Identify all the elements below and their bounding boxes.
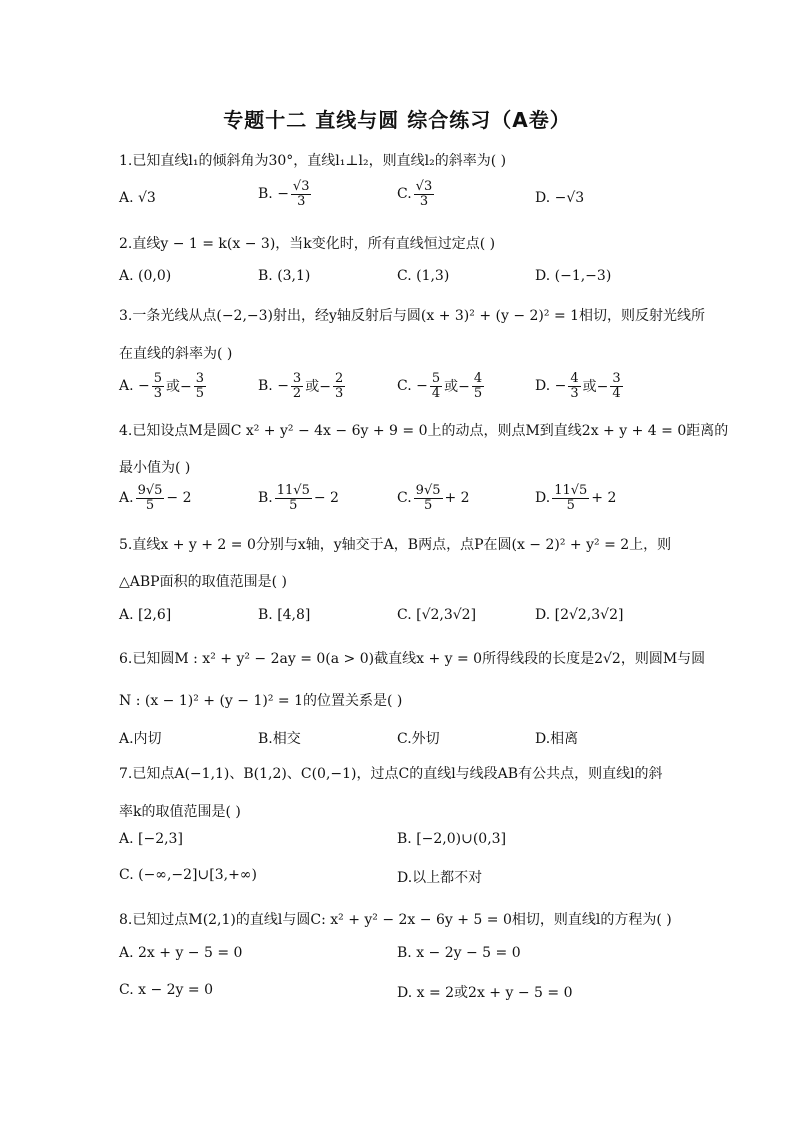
numerator: 5 [431,371,441,386]
q6-stem-line2: N : (x − 1)² + (y − 1)² = 1的位置关系是( ) [119,693,403,709]
q5-option-b: B. [4,8] [258,607,311,623]
fraction [414,484,443,512]
option-label: B. − [258,186,289,203]
fraction [291,372,303,400]
numerator: 3 [612,371,621,386]
q4-option-c [397,484,470,512]
denominator: 2 [292,385,302,401]
denominator: 5 [145,497,155,513]
fraction [472,372,484,400]
q2-option-d: D. (−1,−3) [535,268,612,284]
q3-option-a [119,372,208,400]
connector-text: 或− [166,379,192,396]
q3-stem-line2: 在直线的斜率为( ) [119,346,233,362]
option-label: D. [535,490,551,507]
denominator: 3 [153,385,163,401]
option-label: C. − [397,378,428,395]
q2-option-c: C. (1,3) [397,268,450,284]
numerator: 2 [334,371,344,386]
q3-option-c [397,372,486,400]
q6-option-a: A.内切 [119,731,162,747]
denominator: 3 [570,385,579,401]
denominator: 5 [289,497,298,513]
fraction [152,372,164,400]
q8-stem: 8.已知过点M(2,1)的直线l与圆C: x² + y² − 2x − 6y + 5 = 0相切，则直线l的方程为( ) [119,912,672,928]
q1-stem: 1.已知直线l₁的倾斜角为30°，直线l₁⊥l₂，则直线l₂的斜率为( ) [119,153,507,169]
q3-option-b [258,372,347,400]
numerator: √3 [415,179,433,194]
numerator: 4 [473,371,483,386]
q6-stem-line1: 6.已知圆M : x² + y² − 2ay = 0(a > 0)截直线x + y = 0所得线段的长度是2√2，则圆M与圆 [119,651,706,667]
q7-stem-line1: 7.已知点A(−1,1)、B(1,2)、C(0,−1)，过点C的直线l与线段AB有公共点，则直线l的斜 [119,766,663,782]
numerator: 5 [153,371,163,386]
q8-option-d: D. x = 2或2x + y − 5 = 0 [397,985,573,1001]
connector-text: 或− [444,379,470,396]
fraction [414,180,435,208]
q1-option-b [258,180,313,208]
numerator: 9√5 [415,483,441,498]
fraction [610,372,622,400]
numerator: 11√5 [276,483,310,498]
option-label: B. − [258,378,289,395]
fraction [333,372,345,400]
q7-option-a: A. [−2,3] [119,831,183,847]
denominator: 5 [195,385,205,401]
connector-text: 或− [582,379,609,396]
q8-option-b: B. x − 2y − 5 = 0 [397,945,521,961]
fraction [552,484,589,512]
denominator: 3 [297,193,306,209]
option-tail: − 2 [313,490,339,507]
q7-option-d: D.以上都不对 [397,870,483,886]
connector-text: 或− [305,379,331,396]
q4-option-b [258,484,339,512]
numerator: 9√5 [137,483,163,498]
numerator: √3 [292,179,310,194]
q5-stem-line2: △ABP面积的取值范围是( ) [119,574,287,590]
option-tail: + 2 [444,490,470,507]
denominator: 3 [334,385,344,401]
q7-option-c: C. (−∞,−2]∪[3,+∞) [119,867,257,883]
fraction [291,180,312,208]
q6-option-c: C.外切 [397,731,440,747]
q4-option-a [119,484,191,512]
q5-option-a: A. [2,6] [119,607,172,623]
page-title: 专题十二 直线与圆 综合练习（A卷） [223,108,571,132]
numerator: 11√5 [554,483,588,498]
q2-stem: 2.直线y − 1 = k(x − 3)，当k变化时，所有直线恒过定点( ) [119,236,496,252]
q8-option-a: A. 2x + y − 5 = 0 [119,945,243,961]
q4-stem-line1: 4.已知设点M是圆C x² + y² − 4x − 6y + 9 = 0上的动点，则点M到直线2x + y + 4 = 0距离的 [119,423,729,439]
option-label: B. [258,490,273,507]
q2-option-a: A. (0,0) [119,268,172,284]
numerator: 4 [570,371,579,386]
numerator: 3 [195,371,205,386]
option-label: C. [397,186,412,203]
fraction [430,372,442,400]
option-label: A. − [119,378,150,395]
fraction [275,484,312,512]
option-label: A. [119,490,134,507]
q1-option-d: D. −√3 [535,190,585,206]
q4-stem-line2: 最小值为( ) [119,460,191,476]
denominator: 4 [431,385,441,401]
denominator: 5 [423,497,433,513]
denominator: 5 [473,385,483,401]
q5-stem-line1: 5.直线x + y + 2 = 0分别与x轴，y轴交于A，B两点，点P在圆(x − 2)² + y² = 2上，则 [119,537,672,553]
denominator: 5 [566,497,575,513]
q5-option-c: C. [√2,3√2] [397,607,477,623]
option-label: C. [397,490,412,507]
fraction [136,484,165,512]
q7-option-b: B. [−2,0)∪(0,3] [397,831,507,847]
denominator: 3 [419,193,429,209]
q5-option-d: D. [2√2,3√2] [535,607,624,623]
q4-option-d [535,484,616,512]
q6-option-d: D.相离 [535,731,579,747]
q1-option-a: A. √3 [119,190,156,206]
option-tail: − 2 [166,490,192,507]
numerator: 3 [292,371,302,386]
option-tail: + 2 [591,490,617,507]
fraction [568,372,580,400]
q2-option-b: B. (3,1) [258,268,311,284]
q8-option-c: C. x − 2y = 0 [119,982,213,998]
q1-option-c [397,180,436,208]
option-label: D. − [535,378,567,395]
q7-stem-line2: 率k的取值范围是( ) [119,804,241,820]
fraction [194,372,206,400]
q3-option-d [535,372,625,400]
q3-stem-line1: 3.一条光线从点(−2,−3)射出，经y轴反射后与圆(x + 3)² + (y − 2)² = 1相切，则反射光线所 [119,308,706,324]
denominator: 4 [612,385,621,401]
q6-option-b: B.相交 [258,731,301,747]
